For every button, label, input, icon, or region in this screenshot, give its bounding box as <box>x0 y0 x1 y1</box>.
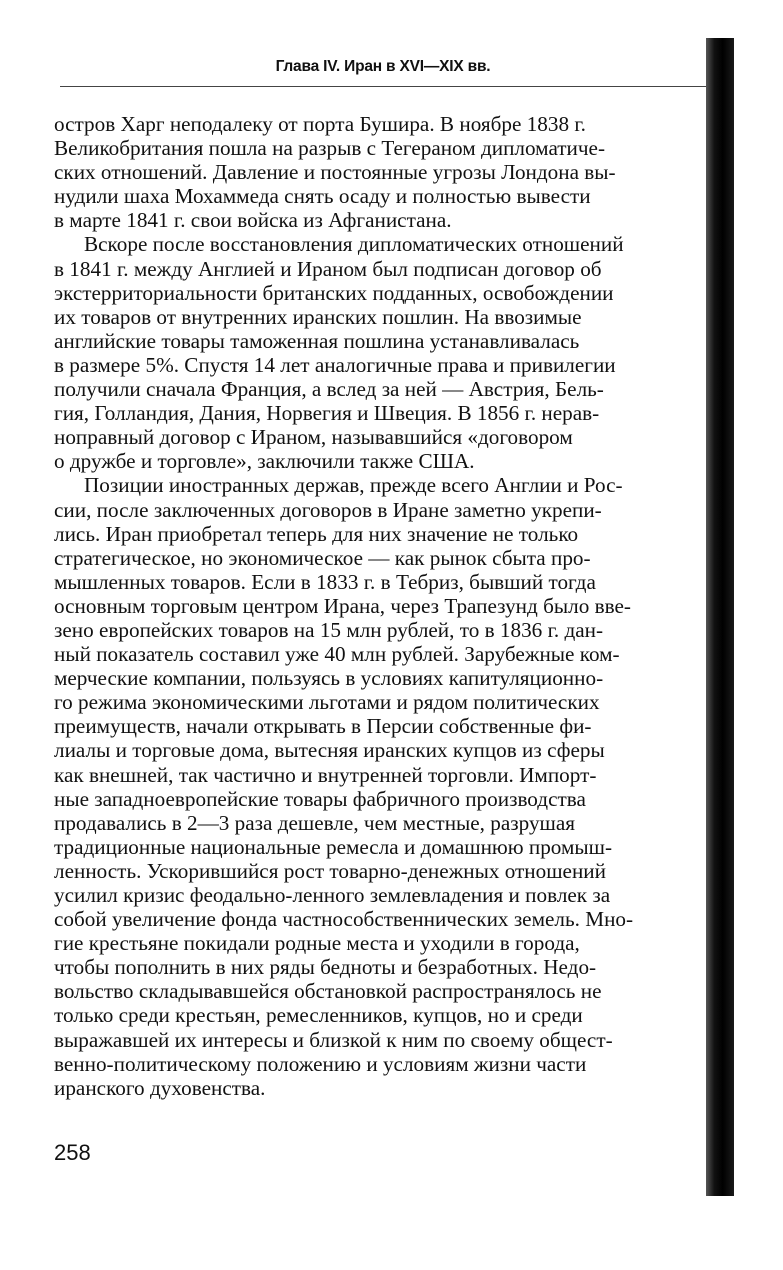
text-line: Великобритания пошла на разрыв с Тегераном дипломатиче- <box>54 136 606 161</box>
text-line: зено европейских товаров на 15 млн рублей, то в 1836 г. дан- <box>54 617 604 642</box>
text-line: ные западноевропейские товары фабричного производства <box>54 786 586 811</box>
text-line: ноправный договор с Ираном, называвшийся «договором <box>54 425 573 450</box>
body-text <box>54 112 716 1100</box>
text-line: преимуществ, начали открывать в Персии собственные фи- <box>54 714 592 739</box>
text-line: лись. Иран приобретал теперь для них значение не только <box>54 521 579 546</box>
text-line: английские товары таможенная пошлина устанавливалась <box>54 328 580 353</box>
text-line: венно-политическому положению и условиям жизни части <box>54 1051 587 1076</box>
text-line: мерческие компании, пользуясь в условиях капитуляционно- <box>54 666 604 691</box>
text-line: го режима экономическими льготами и рядом политических <box>54 690 600 715</box>
text-line: ленность. Ускорившийся рост товарно-денежных отношений <box>54 858 606 883</box>
text-line: их товаров от внутренних иранских пошлин. На ввозимые <box>54 304 582 329</box>
text-line: гия, Голландия, Дания, Норвегия и Швеция. В 1856 г. нерав- <box>54 401 600 426</box>
text-line: гие крестьяне покидали родные места и уходили в города, <box>54 931 580 956</box>
text-line: Вскоре после восстановления дипломатических отношений <box>84 232 624 257</box>
header-rule <box>60 86 710 87</box>
text-line: остров Харг неподалеку от порта Бушира. В ноябре 1838 г. <box>54 112 586 136</box>
text-line: Позиции иностранных держав, прежде всего Англии и Рос- <box>84 473 623 498</box>
text-line: в размере 5%. Спустя 14 лет аналогичные права и привилегии <box>54 352 616 377</box>
text-line: стратегическое, но экономическое — как рынок сбыта про- <box>54 545 591 570</box>
text-line: как внешней, так частично и внутренней торговли. Импорт- <box>54 762 597 787</box>
text-line: только среди крестьян, ремесленников, купцов, но и среди <box>54 1003 583 1028</box>
text-line: в марте 1841 г. свои войска из Афганистана. <box>54 208 452 233</box>
text-line: получили сначала Франция, а вслед за ней — Австрия, Бель- <box>54 377 604 402</box>
text-line: о дружбе и торговле», заключили также США. <box>54 449 475 474</box>
text-line: лиалы и торговые дома, вытесняя иранских купцов из сферы <box>54 738 605 763</box>
page-margin-right <box>734 38 783 1196</box>
text-line: продавались в 2—3 раза дешевле, чем местные, разрушая <box>54 810 576 835</box>
text-line: собой увеличение фонда частнособственнических земель. Мно- <box>54 907 634 932</box>
text-line: чтобы пополнить в них ряды бедноты и безработных. Недо- <box>54 955 597 980</box>
text-line: основным торговым центром Ирана, через Трапезунд было вве- <box>54 593 631 618</box>
page-edge-shadow <box>706 38 734 1196</box>
text-line: в 1841 г. между Англией и Ираном был подписан договор об <box>54 256 602 281</box>
text-line: ный показатель составил уже 40 млн рублей. Зарубежные ком- <box>54 642 620 667</box>
page-number: 258 <box>54 1140 91 1165</box>
text-line: иранского духовенства. <box>54 1075 266 1100</box>
text-line: нудили шаха Мохаммеда снять осаду и полностью вывести <box>54 184 591 209</box>
text-line: сии, после заключенных договоров в Иране заметно укрепи- <box>54 497 602 522</box>
text-line: вольство складывавшейся обстановкой распространялось не <box>54 979 602 1004</box>
text-line: выражавшей их интересы и близкой к ним по своему общест- <box>54 1027 613 1052</box>
text-line: экстерриториальности британских подданных, освобождении <box>54 280 614 305</box>
text-line: усилил кризис феодально-ленного землевладения и повлек за <box>54 883 611 907</box>
text-line: ских отношений. Давление и постоянные угрозы Лондона вы- <box>54 160 616 185</box>
running-header: Глава IV. Иран в XVI—XIX вв. <box>275 58 491 75</box>
text-line: мышленных товаров. Если в 1833 г. в Тебриз, бывший тогда <box>54 569 596 594</box>
text-line: традиционные национальные ремесла и домашнюю промыш- <box>54 834 613 859</box>
